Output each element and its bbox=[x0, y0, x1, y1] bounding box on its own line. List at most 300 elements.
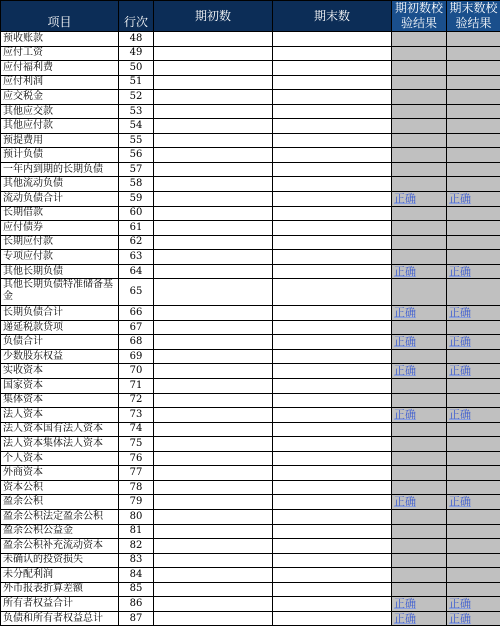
check-end-result: 正确 bbox=[449, 264, 471, 278]
end-value-cell[interactable] bbox=[273, 466, 392, 481]
end-value-cell[interactable] bbox=[273, 177, 392, 192]
row-seq: 70 bbox=[119, 364, 154, 379]
row-seq: 54 bbox=[119, 119, 154, 134]
check-begin-cell bbox=[392, 104, 447, 119]
check-end-cell bbox=[447, 509, 500, 524]
table-row bbox=[1, 466, 500, 481]
begin-value-cell[interactable] bbox=[154, 393, 273, 408]
begin-value-cell[interactable] bbox=[154, 32, 273, 47]
table-row bbox=[1, 90, 500, 105]
begin-value-cell[interactable] bbox=[154, 75, 273, 90]
row-item-name: 个人资本 bbox=[1, 451, 119, 466]
row-seq: 58 bbox=[119, 177, 154, 192]
end-value-cell[interactable] bbox=[273, 162, 392, 177]
end-value-cell[interactable] bbox=[273, 611, 392, 626]
row-seq: 82 bbox=[119, 539, 154, 554]
check-begin-result: 正确 bbox=[394, 597, 416, 610]
table-row bbox=[1, 119, 500, 134]
row-item-name: 预提费用 bbox=[1, 133, 119, 148]
check-begin-cell bbox=[392, 611, 447, 626]
row-item-name: 其他应付款 bbox=[1, 119, 119, 134]
row-seq: 76 bbox=[119, 451, 154, 466]
end-value-cell[interactable] bbox=[273, 495, 392, 510]
check-end-result: 正确 bbox=[449, 335, 471, 349]
check-begin-cell bbox=[392, 335, 447, 350]
end-value-cell[interactable] bbox=[273, 90, 392, 105]
row-seq: 80 bbox=[119, 509, 154, 524]
check-end-cell bbox=[447, 466, 500, 481]
row-item-name: 集体资本 bbox=[1, 393, 119, 408]
check-end-cell bbox=[447, 148, 500, 163]
check-end-result: 正确 bbox=[449, 364, 471, 378]
row-seq: 69 bbox=[119, 349, 154, 364]
end-value-cell[interactable] bbox=[273, 480, 392, 495]
table-row bbox=[1, 451, 500, 466]
table-row bbox=[1, 75, 500, 90]
begin-value-cell[interactable] bbox=[154, 466, 273, 481]
row-seq: 62 bbox=[119, 235, 154, 250]
end-value-cell[interactable] bbox=[273, 437, 392, 452]
row-seq: 73 bbox=[119, 408, 154, 423]
row-item-name: 国家资本 bbox=[1, 379, 119, 394]
begin-value-cell[interactable] bbox=[154, 192, 273, 207]
check-begin-cell bbox=[392, 162, 447, 177]
check-end-cell bbox=[447, 568, 500, 583]
end-value-cell[interactable] bbox=[273, 192, 392, 207]
check-end-cell bbox=[447, 320, 500, 335]
end-value-cell[interactable] bbox=[273, 46, 392, 61]
check-end-cell bbox=[447, 235, 500, 250]
begin-value-cell[interactable] bbox=[154, 437, 273, 452]
check-begin-cell bbox=[392, 379, 447, 394]
begin-value-cell[interactable] bbox=[154, 379, 273, 394]
table-row bbox=[1, 235, 500, 250]
row-seq: 63 bbox=[119, 250, 154, 265]
check-begin-cell bbox=[392, 250, 447, 265]
table-row bbox=[1, 335, 500, 350]
header-seq: 行次 bbox=[119, 1, 154, 32]
table-row bbox=[1, 611, 500, 626]
row-seq: 48 bbox=[119, 32, 154, 47]
check-begin-cell bbox=[392, 119, 447, 134]
begin-value-cell[interactable] bbox=[154, 133, 273, 148]
check-end-cell bbox=[447, 104, 500, 119]
check-begin-result: 正确 bbox=[394, 611, 416, 625]
end-value-cell[interactable] bbox=[273, 539, 392, 554]
begin-value-cell[interactable] bbox=[154, 451, 273, 466]
check-begin-cell bbox=[392, 437, 447, 452]
row-seq: 84 bbox=[119, 568, 154, 583]
row-item-name: 长期应付款 bbox=[1, 235, 119, 250]
check-end-result: 正确 bbox=[449, 407, 471, 421]
table-row bbox=[1, 221, 500, 236]
check-end-cell bbox=[447, 349, 500, 364]
begin-value-cell[interactable] bbox=[154, 422, 273, 437]
end-value-cell[interactable] bbox=[273, 553, 392, 568]
check-end-cell bbox=[447, 279, 500, 306]
row-item-name: 法人资本国有法人资本 bbox=[1, 422, 119, 437]
table-row bbox=[1, 539, 500, 554]
end-value-cell[interactable] bbox=[273, 206, 392, 221]
end-value-cell[interactable] bbox=[273, 422, 392, 437]
end-value-cell[interactable] bbox=[273, 61, 392, 76]
header-check-begin: 期初数校验结果 bbox=[392, 1, 447, 32]
check-begin-cell bbox=[392, 553, 447, 568]
row-item-name: 流动负债合计 bbox=[1, 192, 119, 207]
row-item-name: 未分配利润 bbox=[1, 568, 119, 583]
row-seq: 68 bbox=[119, 335, 154, 350]
row-seq: 83 bbox=[119, 553, 154, 568]
table-row bbox=[1, 192, 500, 207]
begin-value-cell[interactable] bbox=[154, 148, 273, 163]
check-end-cell bbox=[447, 177, 500, 192]
check-begin-cell bbox=[392, 495, 447, 510]
row-item-name: 一年内到期的长期负债 bbox=[1, 162, 119, 177]
check-end-cell bbox=[447, 451, 500, 466]
table-row bbox=[1, 495, 500, 510]
row-item-name: 其他流动负债 bbox=[1, 177, 119, 192]
check-end-cell bbox=[447, 393, 500, 408]
row-item-name: 未确认的投资损失 bbox=[1, 553, 119, 568]
check-begin-result: 正确 bbox=[394, 495, 416, 509]
end-value-cell[interactable] bbox=[273, 148, 392, 163]
end-value-cell[interactable] bbox=[273, 524, 392, 539]
row-seq: 55 bbox=[119, 133, 154, 148]
header-begin: 期初数 bbox=[154, 1, 273, 32]
check-begin-cell bbox=[392, 46, 447, 61]
row-seq: 65 bbox=[119, 279, 154, 306]
table-row bbox=[1, 32, 500, 47]
check-begin-cell bbox=[392, 320, 447, 335]
check-begin-cell bbox=[392, 90, 447, 105]
check-begin-cell bbox=[392, 597, 447, 612]
check-begin-result: 正确 bbox=[394, 191, 416, 205]
table-row bbox=[1, 437, 500, 452]
check-end-cell bbox=[447, 379, 500, 394]
check-end-cell bbox=[447, 133, 500, 148]
row-item-name: 外商资本 bbox=[1, 466, 119, 481]
end-value-cell[interactable] bbox=[273, 451, 392, 466]
check-begin-cell bbox=[392, 466, 447, 481]
row-item-name: 递延税款贷项 bbox=[1, 320, 119, 335]
begin-value-cell[interactable] bbox=[154, 495, 273, 510]
check-end-result: 正确 bbox=[449, 191, 471, 205]
check-end-cell bbox=[447, 611, 500, 626]
begin-value-cell[interactable] bbox=[154, 480, 273, 495]
row-seq: 78 bbox=[119, 480, 154, 495]
table-row bbox=[1, 553, 500, 568]
row-seq: 85 bbox=[119, 582, 154, 597]
table-row bbox=[1, 306, 500, 321]
row-seq: 67 bbox=[119, 320, 154, 335]
table-row bbox=[1, 408, 500, 423]
check-end-cell bbox=[447, 437, 500, 452]
row-item-name: 负债和所有者权益总计 bbox=[1, 611, 119, 626]
table-row bbox=[1, 509, 500, 524]
check-begin-cell bbox=[392, 582, 447, 597]
check-end-cell bbox=[447, 582, 500, 597]
begin-value-cell[interactable] bbox=[154, 568, 273, 583]
header-item: 项目 bbox=[1, 1, 119, 32]
check-end-cell bbox=[447, 306, 500, 321]
end-value-cell[interactable] bbox=[273, 582, 392, 597]
row-item-name: 实收资本 bbox=[1, 364, 119, 379]
row-seq: 51 bbox=[119, 75, 154, 90]
end-value-cell[interactable] bbox=[273, 119, 392, 134]
row-item-name: 资本公积 bbox=[1, 480, 119, 495]
row-item-name: 盈余公积补充流动资本 bbox=[1, 539, 119, 554]
check-end-cell bbox=[447, 335, 500, 350]
check-begin-cell bbox=[392, 480, 447, 495]
check-end-cell bbox=[447, 597, 500, 612]
check-end-cell bbox=[447, 90, 500, 105]
begin-value-cell[interactable] bbox=[154, 104, 273, 119]
check-end-cell bbox=[447, 408, 500, 423]
check-end-result: 正确 bbox=[449, 306, 471, 320]
begin-value-cell[interactable] bbox=[154, 306, 273, 321]
end-value-cell[interactable] bbox=[273, 349, 392, 364]
check-begin-cell bbox=[392, 279, 447, 306]
check-begin-cell bbox=[392, 206, 447, 221]
check-begin-result: 正确 bbox=[394, 407, 416, 421]
check-begin-cell bbox=[392, 221, 447, 236]
row-seq: 56 bbox=[119, 148, 154, 163]
end-value-cell[interactable] bbox=[273, 306, 392, 321]
row-seq: 50 bbox=[119, 61, 154, 76]
row-item-name: 其他长期负债 bbox=[1, 264, 119, 279]
row-item-name: 法人资本集体法人资本 bbox=[1, 437, 119, 452]
end-value-cell[interactable] bbox=[273, 597, 392, 612]
table-row bbox=[1, 61, 500, 76]
table-row bbox=[1, 264, 500, 279]
row-item-name: 长期负债合计 bbox=[1, 306, 119, 321]
header-end: 期末数 bbox=[273, 1, 392, 32]
row-seq: 61 bbox=[119, 221, 154, 236]
end-value-cell[interactable] bbox=[273, 32, 392, 47]
check-end-cell bbox=[447, 524, 500, 539]
table-row bbox=[1, 349, 500, 364]
begin-value-cell[interactable] bbox=[154, 364, 273, 379]
header-check-end: 期末数校验结果 bbox=[447, 1, 500, 32]
check-end-cell bbox=[447, 539, 500, 554]
begin-value-cell[interactable] bbox=[154, 509, 273, 524]
row-item-name: 盈余公积 bbox=[1, 495, 119, 510]
check-begin-cell bbox=[392, 451, 447, 466]
check-end-cell bbox=[447, 75, 500, 90]
row-item-name: 少数股东权益 bbox=[1, 349, 119, 364]
begin-value-cell[interactable] bbox=[154, 597, 273, 612]
row-seq: 49 bbox=[119, 46, 154, 61]
row-seq: 57 bbox=[119, 162, 154, 177]
row-seq: 53 bbox=[119, 104, 154, 119]
row-item-name: 盈余公积公益金 bbox=[1, 524, 119, 539]
check-begin-cell bbox=[392, 364, 447, 379]
table-row bbox=[1, 133, 500, 148]
row-seq: 52 bbox=[119, 90, 154, 105]
end-value-cell[interactable] bbox=[273, 408, 392, 423]
check-end-result: 正确 bbox=[449, 611, 471, 625]
check-begin-cell bbox=[392, 539, 447, 554]
end-value-cell[interactable] bbox=[273, 221, 392, 236]
begin-value-cell[interactable] bbox=[154, 264, 273, 279]
end-value-cell[interactable] bbox=[273, 279, 392, 306]
row-seq: 77 bbox=[119, 466, 154, 481]
check-end-cell bbox=[447, 250, 500, 265]
row-item-name: 应付利润 bbox=[1, 75, 119, 90]
check-begin-cell bbox=[392, 75, 447, 90]
check-end-result: 正确 bbox=[449, 495, 471, 509]
row-seq: 64 bbox=[119, 264, 154, 279]
table-row bbox=[1, 162, 500, 177]
check-begin-result: 正确 bbox=[394, 264, 416, 278]
end-value-cell[interactable] bbox=[273, 393, 392, 408]
row-item-name: 应交税金 bbox=[1, 90, 119, 105]
check-begin-result: 正确 bbox=[394, 335, 416, 349]
row-item-name: 所有者权益合计 bbox=[1, 597, 119, 612]
check-begin-cell bbox=[392, 61, 447, 76]
row-item-name: 预计负债 bbox=[1, 148, 119, 163]
row-seq: 75 bbox=[119, 437, 154, 452]
row-seq: 71 bbox=[119, 379, 154, 394]
begin-value-cell[interactable] bbox=[154, 235, 273, 250]
row-item-name: 其他长期负债特准储备基金 bbox=[1, 279, 119, 306]
row-item-name: 负债合计 bbox=[1, 335, 119, 350]
row-item-name: 外币报表折算差额 bbox=[1, 582, 119, 597]
check-begin-cell bbox=[392, 349, 447, 364]
begin-value-cell[interactable] bbox=[154, 335, 273, 350]
check-end-cell bbox=[447, 553, 500, 568]
table-row bbox=[1, 582, 500, 597]
table-row bbox=[1, 148, 500, 163]
check-begin-cell bbox=[392, 509, 447, 524]
check-end-cell bbox=[447, 364, 500, 379]
check-end-cell bbox=[447, 422, 500, 437]
end-value-cell[interactable] bbox=[273, 250, 392, 265]
table-row bbox=[1, 206, 500, 221]
check-begin-cell bbox=[392, 192, 447, 207]
end-value-cell[interactable] bbox=[273, 133, 392, 148]
check-end-cell bbox=[447, 192, 500, 207]
check-end-cell bbox=[447, 206, 500, 221]
begin-value-cell[interactable] bbox=[154, 320, 273, 335]
table-row bbox=[1, 250, 500, 265]
end-value-cell[interactable] bbox=[273, 235, 392, 250]
table-row bbox=[1, 279, 500, 306]
table-row bbox=[1, 379, 500, 394]
begin-value-cell[interactable] bbox=[154, 162, 273, 177]
begin-value-cell[interactable] bbox=[154, 177, 273, 192]
check-end-cell bbox=[447, 495, 500, 510]
begin-value-cell[interactable] bbox=[154, 553, 273, 568]
end-value-cell[interactable] bbox=[273, 364, 392, 379]
begin-value-cell[interactable] bbox=[154, 279, 273, 306]
end-value-cell[interactable] bbox=[273, 509, 392, 524]
check-begin-cell bbox=[392, 133, 447, 148]
begin-value-cell[interactable] bbox=[154, 582, 273, 597]
check-begin-result: 正确 bbox=[394, 364, 416, 378]
row-item-name: 盈余公积法定盈余公积 bbox=[1, 509, 119, 524]
end-value-cell[interactable] bbox=[273, 104, 392, 119]
begin-value-cell[interactable] bbox=[154, 611, 273, 626]
check-begin-cell bbox=[392, 393, 447, 408]
check-begin-cell bbox=[392, 177, 447, 192]
begin-value-cell[interactable] bbox=[154, 46, 273, 61]
check-begin-cell bbox=[392, 408, 447, 423]
check-end-cell bbox=[447, 480, 500, 495]
check-begin-cell bbox=[392, 568, 447, 583]
table-row bbox=[1, 480, 500, 495]
check-end-cell bbox=[447, 221, 500, 236]
row-item-name: 专项应付款 bbox=[1, 250, 119, 265]
check-end-cell bbox=[447, 61, 500, 76]
begin-value-cell[interactable] bbox=[154, 90, 273, 105]
begin-value-cell[interactable] bbox=[154, 539, 273, 554]
row-seq: 81 bbox=[119, 524, 154, 539]
end-value-cell[interactable] bbox=[273, 320, 392, 335]
begin-value-cell[interactable] bbox=[154, 250, 273, 265]
row-item-name: 长期借款 bbox=[1, 206, 119, 221]
table-row bbox=[1, 568, 500, 583]
row-seq: 66 bbox=[119, 306, 154, 321]
check-begin-cell bbox=[392, 148, 447, 163]
table-row bbox=[1, 320, 500, 335]
row-item-name: 法人资本 bbox=[1, 408, 119, 423]
table-row bbox=[1, 524, 500, 539]
header-row bbox=[1, 1, 500, 32]
check-begin-result: 正确 bbox=[394, 306, 416, 320]
table-row bbox=[1, 393, 500, 408]
end-value-cell[interactable] bbox=[273, 75, 392, 90]
row-seq: 86 bbox=[119, 597, 154, 612]
row-item-name: 预收账款 bbox=[1, 32, 119, 47]
begin-value-cell[interactable] bbox=[154, 119, 273, 134]
begin-value-cell[interactable] bbox=[154, 524, 273, 539]
row-seq: 59 bbox=[119, 192, 154, 207]
end-value-cell[interactable] bbox=[273, 335, 392, 350]
row-item-name: 应付福利费 bbox=[1, 61, 119, 76]
table-row bbox=[1, 46, 500, 61]
row-item-name: 其他应交款 bbox=[1, 104, 119, 119]
check-begin-cell bbox=[392, 235, 447, 250]
row-item-name: 应付工资 bbox=[1, 46, 119, 61]
table-row bbox=[1, 422, 500, 437]
end-value-cell[interactable] bbox=[273, 568, 392, 583]
check-begin-cell bbox=[392, 422, 447, 437]
check-begin-cell bbox=[392, 264, 447, 279]
row-seq: 87 bbox=[119, 611, 154, 626]
table-row bbox=[1, 104, 500, 119]
check-begin-cell bbox=[392, 524, 447, 539]
check-end-cell bbox=[447, 119, 500, 134]
row-seq: 74 bbox=[119, 422, 154, 437]
check-end-cell bbox=[447, 264, 500, 279]
check-begin-cell bbox=[392, 32, 447, 47]
begin-value-cell[interactable] bbox=[154, 61, 273, 76]
begin-value-cell[interactable] bbox=[154, 221, 273, 236]
table-row bbox=[1, 177, 500, 192]
begin-value-cell[interactable] bbox=[154, 408, 273, 423]
check-end-cell bbox=[447, 32, 500, 47]
check-end-result: 正确 bbox=[449, 597, 471, 610]
begin-value-cell[interactable] bbox=[154, 206, 273, 221]
row-item-name: 应付债券 bbox=[1, 221, 119, 236]
check-begin-cell bbox=[392, 306, 447, 321]
end-value-cell[interactable] bbox=[273, 379, 392, 394]
end-value-cell[interactable] bbox=[273, 264, 392, 279]
begin-value-cell[interactable] bbox=[154, 349, 273, 364]
check-end-cell bbox=[447, 46, 500, 61]
row-seq: 60 bbox=[119, 206, 154, 221]
